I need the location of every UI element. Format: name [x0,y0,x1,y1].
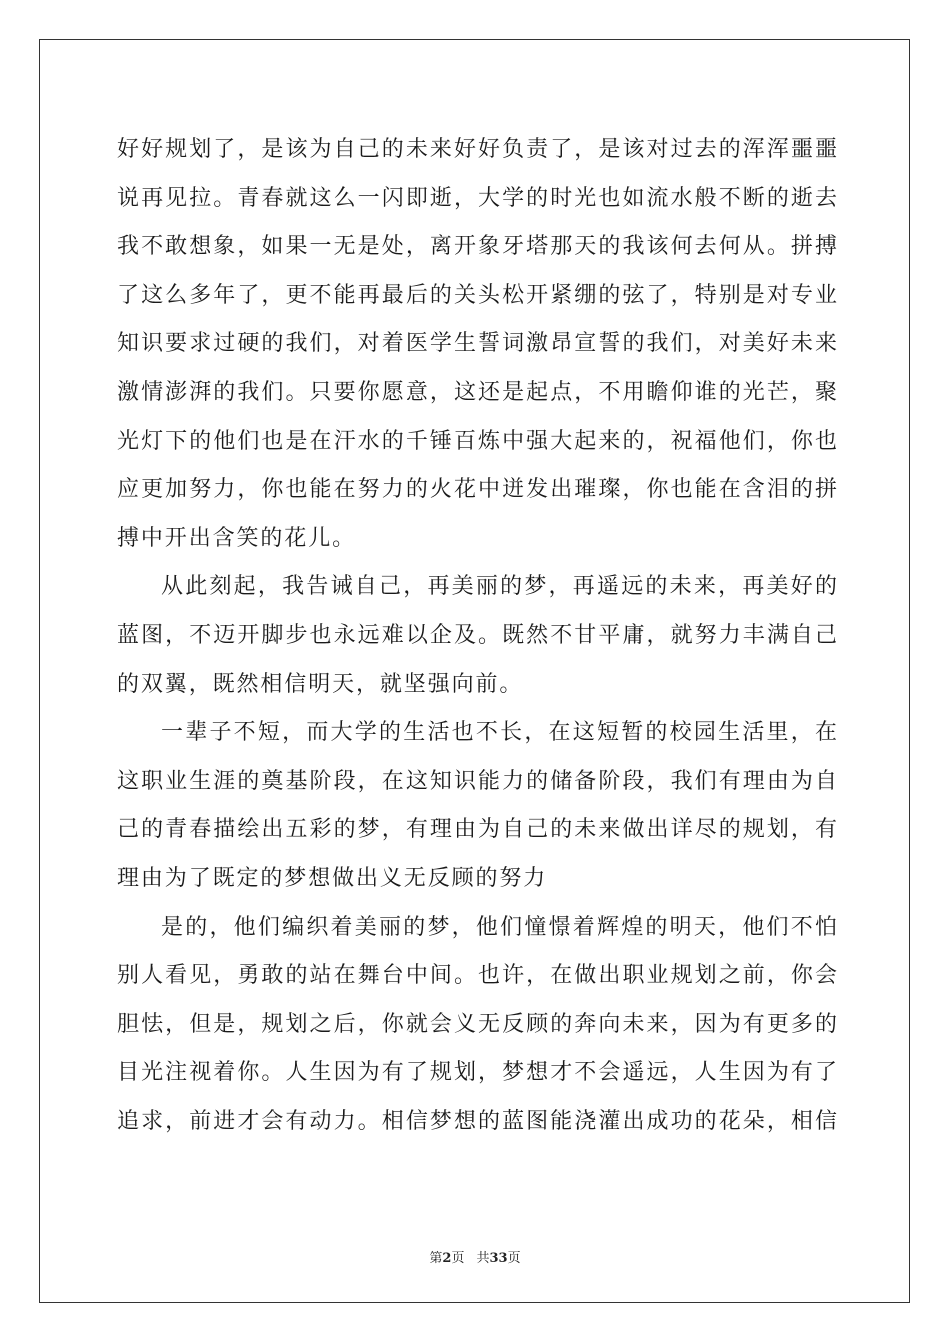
page-label-prefix: 第 [429,1251,443,1266]
text-line: 目光注视着你。人生因为有了规划，梦想才不会遥远，人生因为有了 [117,1060,837,1086]
text-line: 了这么多年了，更不能再最后的关头松开紧绷的弦了，特别是对专业 [117,282,837,308]
text-line: 说再见拉。青春就这么一闪即逝，大学的时光也如流水般不断的逝去 [117,185,837,211]
text-line: 的双翼，既然相信明天，就坚强向前。 [117,671,524,697]
text-line: 我不敢想象，如果一无是处，离开象牙塔那天的我该何去何从。拼搏 [117,234,837,260]
text-line: 是的，他们编织着美丽的梦，他们憧憬着辉煌的明天，他们不怕 [161,914,837,940]
text-line: 理由为了既定的梦想做出义无反顾的努力 [117,865,548,891]
total-label-prefix: 共 [476,1251,490,1266]
page-label-suffix: 页 [451,1251,465,1266]
total-pages: 33 [489,1251,508,1266]
text-line: 应更加努力，你也能在努力的火花中迸发出璀璨，你也能在含泪的拼 [117,477,837,503]
text-line: 这职业生涯的奠基阶段，在这知识能力的储备阶段，我们有理由为自 [117,768,837,794]
text-line: 从此刻起，我告诫自己，再美丽的梦，再遥远的未来，再美好的 [161,574,837,600]
page-number: 2 [442,1251,452,1266]
text-line: 别人看见，勇敢的站在舞台中间。也许，在做出职业规划之前，你会 [117,963,837,989]
text-line: 光灯下的他们也是在汗水的千锤百炼中强大起来的，祝福他们，你也 [117,428,837,454]
page-footer [0,1247,950,1266]
text-line: 知识要求过硬的我们，对着医学生誓词激昂宣誓的我们，对美好未来 [117,331,837,357]
text-line: 激情澎湃的我们。只要你愿意，这还是起点，不用瞻仰谁的光芒，聚 [117,379,837,405]
text-line: 一辈子不短，而大学的生活也不长，在这短暂的校园生活里，在 [161,720,837,746]
total-label-suffix: 页 [507,1251,521,1266]
text-line: 己的青春描绘出五彩的梦，有理由为自己的未来做出详尽的规划，有 [117,817,837,843]
text-line: 追求，前进才会有动力。相信梦想的蓝图能浇灌出成功的花朵，相信 [117,1108,837,1134]
text-line: 蓝图，不迈开脚步也永远难以企及。既然不甘平庸，就努力丰满自己 [117,622,837,648]
text-line: 胆怯，但是，规划之后，你就会义无反顾的奔向未来，因为有更多的 [117,1011,837,1037]
text-line: 好好规划了，是该为自己的未来好好负责了，是该对过去的浑浑噩噩 [117,137,837,162]
document-body [117,126,837,1146]
text-line: 搏中开出含笑的花儿。 [117,525,357,551]
